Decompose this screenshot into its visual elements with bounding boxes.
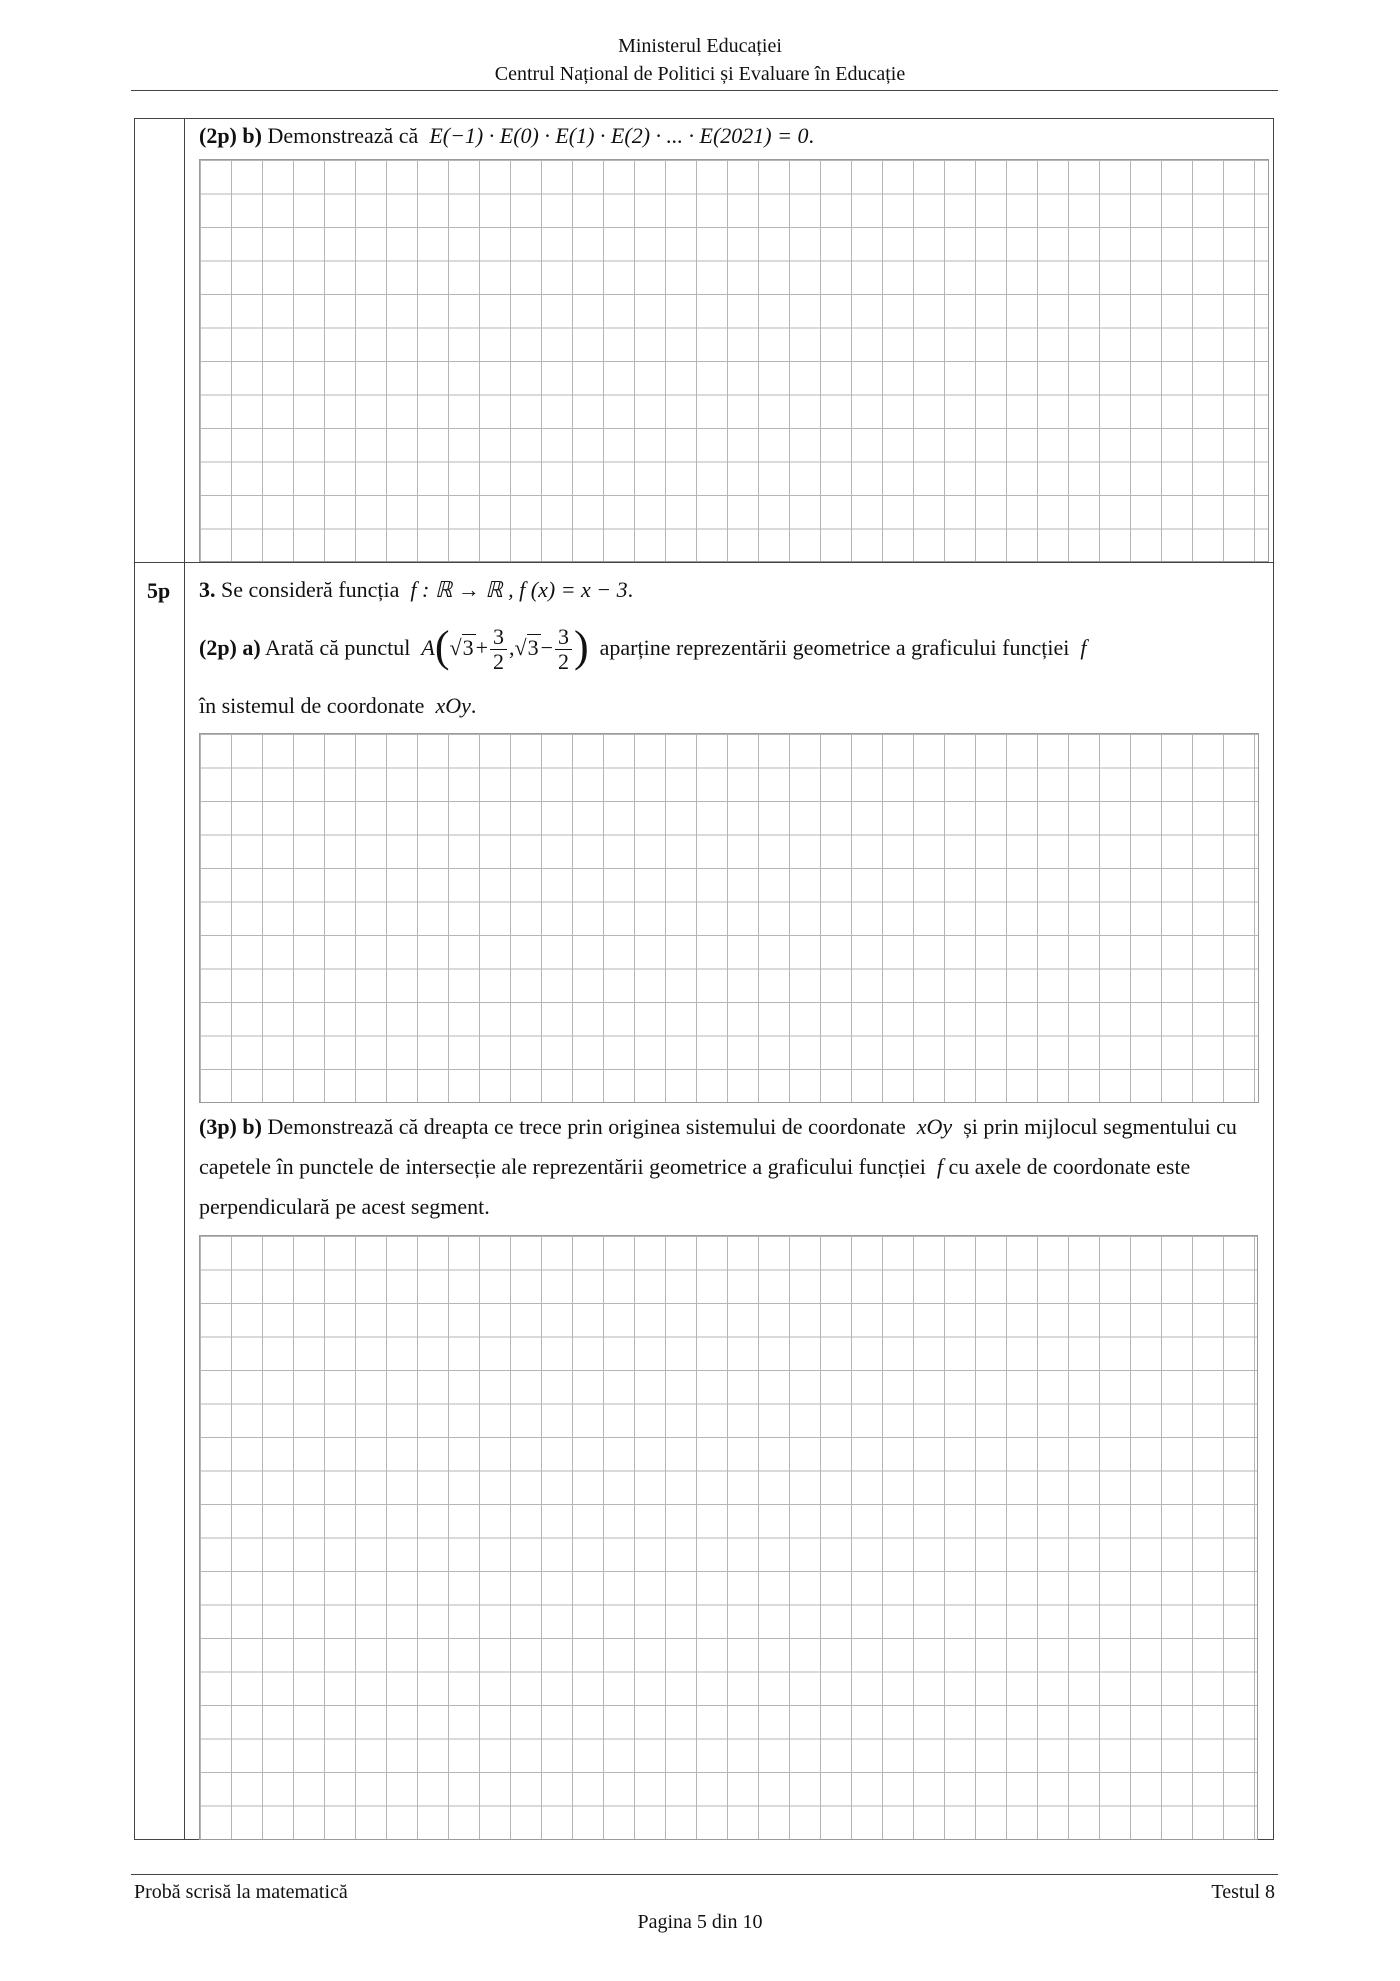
exercise-3-statement xyxy=(199,576,633,604)
fraction-2-numerator: 3 xyxy=(555,625,572,650)
score-column-divider xyxy=(184,118,185,1840)
part-b-statement xyxy=(199,1107,1269,1227)
footer-subject: Probă scrisă la matematică xyxy=(134,1881,348,1903)
center-title: Centrul Național de Politici și Evaluare în Educație xyxy=(494,63,906,85)
fraction-2 xyxy=(555,625,572,674)
part-b-points: (3p) xyxy=(199,1114,237,1139)
part-a-line2-end: . xyxy=(470,693,477,718)
part-b-text-2: și prin mijlocul segmentului cu capetele în punctele de intersecție ale reprezentării geometrice a graficului funcției xyxy=(199,1114,1237,1179)
footer-page-number: Pagina 5 din 10 xyxy=(637,1911,763,1933)
plus-sign: + xyxy=(475,635,488,660)
part-b-function-name: f xyxy=(936,1154,943,1179)
footer-test-number: Testul 8 xyxy=(1211,1881,1275,1903)
part-a-text-after: aparține reprezentării geometrice a graficului funcției xyxy=(599,635,1070,660)
answer-grid-prev-b[interactable] xyxy=(199,159,1269,562)
prev-part-b-points: (2p) xyxy=(199,123,237,148)
comma: , xyxy=(509,635,515,660)
root-value-1: 3 xyxy=(462,635,474,660)
header-divider xyxy=(131,90,1278,91)
exercise-3-intro: Se consideră funcția xyxy=(221,577,400,602)
point-a-label: A xyxy=(421,635,435,660)
prev-part-b-letter: b) xyxy=(242,123,262,148)
footer-divider xyxy=(131,1874,1278,1875)
exercise-3-function-definition: f : ℝ → ℝ , f (x) = x − 3 xyxy=(410,577,628,602)
part-a-points: (2p) xyxy=(199,635,237,660)
fraction-1 xyxy=(490,625,507,674)
prev-part-b-end: . xyxy=(808,123,814,148)
left-paren: ( xyxy=(434,621,450,671)
row-divider xyxy=(134,562,1274,563)
sqrt-sign-2: √ xyxy=(514,635,527,660)
fraction-2-denominator: 2 xyxy=(558,649,569,675)
part-b-text-3: cu axele de coordonate este perpendiculară pe acest segment. xyxy=(199,1154,1191,1219)
sqrt-sign-1: √ xyxy=(449,635,462,660)
part-b-letter: b) xyxy=(242,1114,262,1139)
exercise-3-score: 5p xyxy=(147,578,171,603)
part-b-text-1: Demonstrează că dreapta ce trece prin originea sistemului de coordonate xyxy=(267,1114,906,1139)
part-b-coord-system: xOy xyxy=(916,1114,953,1139)
part-a-statement-line2 xyxy=(199,692,476,720)
answer-grid-part-b[interactable] xyxy=(199,1235,1258,1840)
part-a-coord-system: xOy xyxy=(435,693,471,718)
part-a-statement xyxy=(199,618,1086,680)
fraction-1-denominator: 2 xyxy=(493,649,504,675)
right-paren: ) xyxy=(574,621,589,671)
root-value-2: 3 xyxy=(527,635,539,660)
exercise-3-end: . xyxy=(627,577,634,602)
exercise-3-number: 3. xyxy=(199,577,216,602)
part-a-letter: a) xyxy=(242,635,261,660)
prev-part-b-formula: E(−1) · E(0) · E(1) · E(2) · ... · E(2021) = 0 xyxy=(429,123,809,148)
prev-part-b-statement xyxy=(199,122,814,150)
part-a-function-name: f xyxy=(1080,635,1087,660)
ministry-title: Ministerul Educației xyxy=(618,35,782,57)
answer-grid-part-a[interactable] xyxy=(199,733,1259,1103)
prev-part-b-text: Demonstrează că xyxy=(267,123,419,148)
part-a-text-before: Arată că punctul xyxy=(265,635,411,660)
fraction-1-numerator: 3 xyxy=(490,625,507,650)
minus-sign: − xyxy=(540,635,553,660)
part-a-line2-text: în sistemul de coordonate xyxy=(199,693,425,718)
